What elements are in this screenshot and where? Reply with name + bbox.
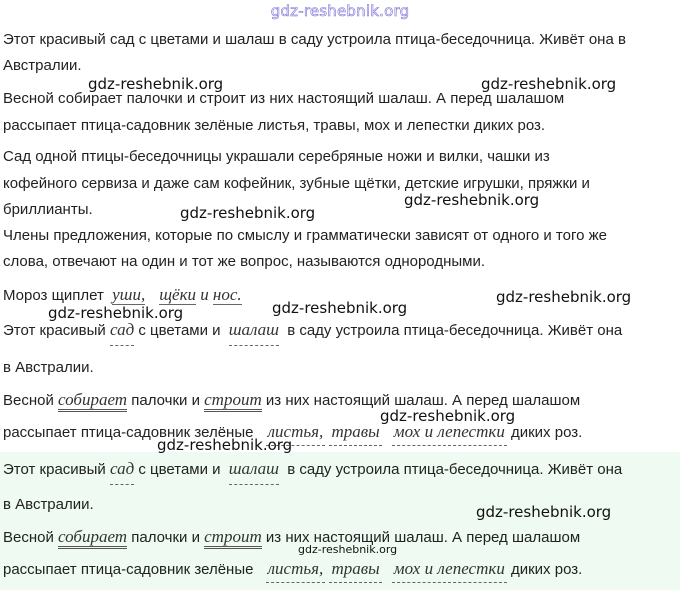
s1b-sad: сад: [110, 459, 134, 485]
p3-line1: Сад одной птицы-беседочницы украшали серебряные ножи и вилки, чашки из: [3, 148, 550, 165]
watermark: gdz-reshebnik.org: [496, 288, 632, 306]
s1b-line2: в Австралии.: [3, 496, 94, 513]
watermark: gdz-reshebnik.org: [476, 503, 612, 521]
s2-stroit: строит: [204, 390, 262, 412]
s3b-travy: травы: [329, 559, 381, 583]
s2b-b: палочки и: [131, 529, 200, 546]
s3-line1: [3, 423, 582, 442]
s1b-shalash: шалаш: [229, 459, 279, 485]
p3-line2: кофейного сервиза и даже сам кофейник, зубные щётки, детские игрушки, пряжки и: [3, 175, 590, 192]
s1-c: в саду устроила птица-беседочница. Живёт она: [287, 322, 623, 339]
s1-sad: сад: [110, 320, 134, 346]
p3-line3: бриллианты.: [3, 201, 93, 218]
frost-w3: и: [200, 285, 209, 304]
s3-b: диких роз.: [510, 424, 583, 441]
s2-sobiraet: собирает: [58, 390, 127, 412]
watermark: gdz-reshebnik.org: [48, 304, 184, 322]
s3b-a: рассыпает птица-садовник зелёные: [3, 561, 254, 578]
s1b-line1: [3, 460, 622, 479]
s2b-sobiraet: собирает: [58, 527, 127, 549]
s2-b: палочки и: [131, 392, 200, 409]
s3-listya: листья,: [266, 422, 326, 446]
frost-w2: щёки: [159, 285, 197, 304]
s1-shalash: шалаш: [229, 320, 279, 346]
s3-travy: травы: [329, 422, 381, 446]
watermark: gdz-reshebnik.org: [298, 543, 398, 556]
watermark: gdz-reshebnik.org: [380, 407, 516, 425]
p1-line1: Этот красивый сад с цветами и шалаш в саду устроила птица-беседочница. Живёт она в: [3, 31, 626, 48]
s1b-a: Этот красивый: [3, 461, 106, 478]
s1b-c: в саду устроила птица-беседочница. Живёт она: [287, 461, 623, 478]
watermark: gdz-reshebnik.org: [180, 204, 316, 222]
watermark: gdz-reshebnik.org: [272, 299, 408, 317]
frost-example: [3, 286, 242, 305]
s3-a: рассыпает птица-садовник зелёные: [3, 424, 254, 441]
s3b-listya: листья,: [266, 559, 326, 583]
s1b-b: с цветами и: [138, 461, 221, 478]
watermark: gdz-reshebnik.org: [88, 75, 224, 93]
s2b-line1: [3, 528, 580, 547]
s1-line1: [3, 321, 622, 340]
s3b-line1: [3, 560, 582, 579]
s3b-b: диких роз.: [510, 561, 583, 578]
watermark: gdz-reshebnik.org: [404, 191, 540, 209]
s2-a: Весной: [3, 392, 54, 409]
s1-a: Этот красивый: [3, 322, 106, 339]
s3b-mokh: мох и лепестки: [392, 559, 507, 583]
frost-prefix: Мороз щиплет: [3, 287, 104, 304]
p2-line2: рассыпает птица-садовник зелёные листья, травы, мох и лепестки диких роз.: [3, 117, 546, 134]
rule-line1: Члены предложения, которые по смыслу и грамматически зависят от одного и того же: [3, 227, 608, 244]
p2-line1: Весной собирает палочки и строит из них настоящий шалаш. А перед шалашом: [3, 90, 565, 107]
top-watermark: gdz-reshebnik.org: [270, 2, 410, 20]
s2b-a: Весной: [3, 529, 54, 546]
s3-mokh: мох и лепестки: [392, 422, 507, 446]
rule-line2: слова, отвечают на один и тот же вопрос, называются однородными.: [3, 253, 485, 270]
watermark: gdz-reshebnik.org: [157, 436, 293, 454]
s1-line2: в Австралии.: [3, 359, 94, 376]
s2-c: из них настоящий шалаш. А перед шалашом: [265, 392, 581, 409]
p1-line2: Австралии.: [3, 57, 82, 74]
frost-w4: нос.: [212, 285, 242, 304]
watermark: gdz-reshebnik.org: [481, 75, 617, 93]
s2b-c: из них настоящий шалаш. А перед шалашом: [265, 529, 581, 546]
frost-w1: уши,: [112, 285, 146, 304]
s2b-stroit: строит: [204, 527, 262, 549]
s1-b: с цветами и: [138, 322, 221, 339]
